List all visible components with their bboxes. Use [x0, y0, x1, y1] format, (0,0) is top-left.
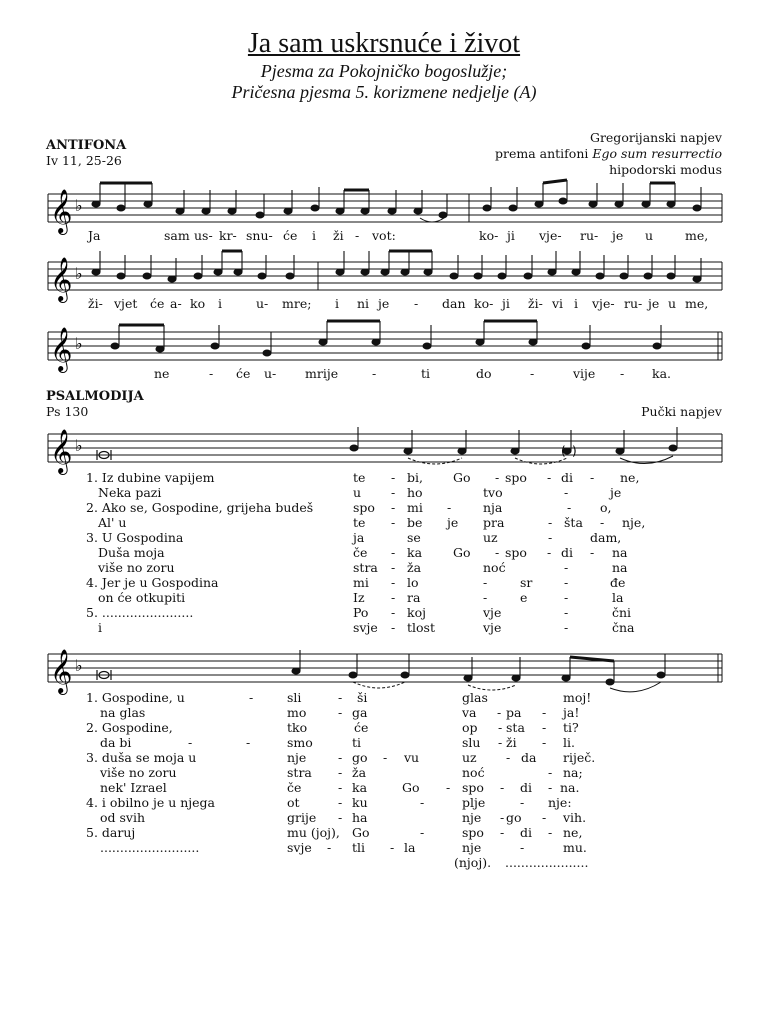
psalm-syllable: tko: [287, 720, 308, 735]
psalm-syllable: svje: [287, 840, 312, 855]
psalm-syllable: ra: [407, 590, 421, 605]
attribution-italic: Ego sum resurrectio: [592, 146, 722, 161]
psalm-verse-lead: Al' u: [98, 515, 127, 530]
psalm-syllable: -: [520, 840, 525, 855]
psalm-verse-lead: 1. Gospodine, u: [86, 690, 185, 705]
psalm-syllable: na;: [563, 765, 583, 780]
psalm-syllable: vje: [483, 605, 502, 620]
psalm-syllable: na: [612, 545, 628, 560]
psalm-syllable: -: [564, 560, 569, 575]
psalm-syllable: spo: [462, 825, 484, 840]
syllable: je: [648, 296, 660, 311]
syllable: ni: [357, 296, 370, 311]
psalm-syllable: Po: [353, 605, 369, 620]
psalm-syllable: -: [548, 825, 553, 840]
psalm-syllable: na.: [560, 780, 580, 795]
psalm-syllable: Go: [402, 780, 420, 795]
syllable: ži: [333, 228, 344, 243]
psalm-syllable: -: [548, 515, 553, 530]
psalm-syllable: slu: [462, 735, 481, 750]
svg-text:(: (: [561, 444, 566, 458]
antifona-lyrics-1: [0, 228, 768, 246]
syllable: -: [414, 296, 419, 311]
psalm-syllable: -: [600, 515, 605, 530]
psalm-syllable: ja: [353, 530, 365, 545]
psalm-syllable: di: [520, 780, 532, 795]
psalm-syllable: -: [391, 620, 396, 635]
psalm-verse-lead: više no zoru: [98, 560, 175, 575]
psalm-syllable: di: [561, 470, 573, 485]
psalm-syllable: -: [391, 515, 396, 530]
syllable: vje-: [592, 296, 615, 311]
psalm-syllable: te: [353, 470, 366, 485]
syllable: ti: [421, 366, 431, 381]
subtitle-1: Pjesma za Pokojničko bogoslužje;: [260, 61, 508, 81]
psalm-verse-lead: nek' Izrael: [100, 780, 167, 795]
psalm-verse-lead: Neka pazi: [98, 485, 162, 500]
psalm-syllable: ši: [357, 690, 368, 705]
psalm-syllable: riječ.: [563, 750, 596, 765]
syllable: ži-: [88, 296, 103, 311]
attribution-line-3: hipodorski modus: [609, 162, 722, 177]
syllable: ne: [154, 366, 170, 381]
psalm-syllable: smo: [287, 735, 313, 750]
psalm-syllable: -: [564, 605, 569, 620]
psalm-syllable: Go: [453, 470, 471, 485]
subtitle-2: Pričesna pjesma 5. korizmene nedjelje (A): [231, 82, 537, 102]
psalm-verse-lead: od svih: [100, 810, 146, 825]
syllable: će: [283, 228, 298, 243]
psalmodija-reference: Ps 130: [46, 404, 89, 419]
psalm-syllable: -: [498, 735, 503, 750]
psalm-syllable: ne,: [620, 470, 640, 485]
attribution-line-2: [495, 146, 722, 161]
psalm-syllable: tvo: [483, 485, 503, 500]
psalm-syllable: -: [590, 470, 595, 485]
psalm-syllable: go: [352, 750, 368, 765]
psalm-syllable: ži: [506, 735, 517, 750]
syllable: -: [530, 366, 535, 381]
antifona-reference: Iv 11, 25-26: [46, 153, 122, 168]
psalm-syllable: mi: [407, 500, 423, 515]
psalm-syllable: spo: [353, 500, 375, 515]
psalm-syllable: -: [547, 470, 552, 485]
treble-clef-icon: 𝄞: [50, 649, 73, 693]
psalm-syllable: -: [542, 735, 547, 750]
treble-clef-icon: 𝄞: [50, 257, 73, 301]
psalm-syllable: spo: [462, 780, 484, 795]
psalm-verse-lead: 1. Iz dubine vapijem: [86, 470, 215, 485]
syllable: vije: [573, 366, 596, 381]
flat-icon: ♭: [75, 436, 83, 455]
psalm-syllable: -: [391, 545, 396, 560]
psalm-syllable: -: [420, 825, 425, 840]
syllable: vot:: [372, 228, 396, 243]
psalm-syllable: spo: [505, 470, 527, 485]
psalm-syllable: glas: [462, 690, 488, 705]
syllable: i: [312, 228, 316, 243]
psalm-syllable: čni: [612, 605, 632, 620]
psalm-verse-lead: 4. Jer je u Gospodina: [86, 575, 219, 590]
psalm-syllable: ti: [352, 735, 362, 750]
syllable: mrije: [305, 366, 339, 381]
psalm-syllable: (njoj).: [454, 855, 492, 870]
syllable: ru-: [580, 228, 599, 243]
syllable: u: [668, 296, 677, 311]
psalm-syllable: -: [391, 485, 396, 500]
syllable: u: [645, 228, 654, 243]
syllable: Ja: [88, 228, 101, 243]
psalm-syllable: pra: [483, 515, 505, 530]
psalm-syllable: -: [483, 575, 488, 590]
psalm-syllable: -: [548, 765, 553, 780]
psalm-syllable: -: [547, 545, 552, 560]
psalm-syllable: -: [391, 470, 396, 485]
psalm-syllable: -: [495, 470, 500, 485]
syllable: je: [612, 228, 624, 243]
psalm-syllable: Go: [453, 545, 471, 560]
psalm-syllable: nje,: [622, 515, 646, 530]
syllable: će: [236, 366, 251, 381]
psalm-syllable: -: [497, 705, 502, 720]
syllable: je: [378, 296, 390, 311]
psalm-syllable: -: [567, 500, 572, 515]
syllable: ji: [502, 296, 510, 311]
syllable: mre;: [282, 296, 312, 311]
psalm-syllable: Go: [352, 825, 370, 840]
svg-text:): ): [572, 444, 577, 458]
psalm-syllable: -: [246, 735, 251, 750]
psalm-syllable: bi,: [407, 470, 423, 485]
psalm-syllable: ot: [287, 795, 300, 810]
psalm-syllable: di: [561, 545, 573, 560]
psalm-syllable: -: [338, 765, 343, 780]
syllable: a-: [170, 296, 182, 311]
syllable: ko: [190, 296, 206, 311]
psalm-syllable: -: [391, 605, 396, 620]
syllable: ka.: [652, 366, 672, 381]
psalm-syllable: -: [391, 575, 396, 590]
psalm-syllable: ža: [352, 765, 367, 780]
psalm-syllable: pa: [506, 705, 522, 720]
psalm-syllable: e: [520, 590, 528, 605]
psalm-syllable: -: [338, 705, 343, 720]
psalm-syllable: lo: [407, 575, 419, 590]
psalm-syllable: na: [612, 560, 628, 575]
psalm-syllable: o,: [600, 500, 612, 515]
psalm-syllable: -: [500, 825, 505, 840]
psalm-syllable: je: [447, 515, 459, 530]
treble-clef-icon: 𝄞: [50, 189, 73, 233]
psalm-verse-lead: 3. U Gospodina: [86, 530, 184, 545]
psalm-syllable: -: [188, 735, 193, 750]
flat-icon: ♭: [75, 656, 83, 675]
psalm-syllable: va: [462, 705, 477, 720]
psalm-syllable: op: [462, 720, 478, 735]
psalm-syllable: -: [338, 795, 343, 810]
psalm-syllable: la: [404, 840, 416, 855]
psalm-syllable: ho: [407, 485, 423, 500]
psalm-syllable: -: [390, 840, 395, 855]
psalm-syllable: sr: [520, 575, 533, 590]
attribution-line-1: Gregorijanski napjev: [589, 130, 722, 145]
psalm-syllable: grije: [287, 810, 317, 825]
psalm-syllable: če: [287, 780, 302, 795]
psalm-syllable: ha: [352, 810, 368, 825]
syllable: vi: [552, 296, 564, 311]
psalm-syllable: svje: [353, 620, 378, 635]
psalm-syllable: -: [564, 575, 569, 590]
treble-clef-icon: 𝄞: [50, 327, 73, 371]
psalm-syllable: la: [612, 590, 624, 605]
page-title: Ja sam uskrsnuće i život: [247, 28, 521, 59]
syllable: u-: [256, 296, 269, 311]
syllable: me,: [685, 228, 709, 243]
psalm-syllable: mu (joj),: [287, 825, 340, 840]
antifona-lyrics-2: [0, 296, 768, 314]
psalm-syllable: -: [483, 590, 488, 605]
syllable: sam: [164, 228, 190, 243]
flat-icon: ♭: [75, 264, 83, 283]
psalm-syllable: nje:: [548, 795, 572, 810]
syllable: u-: [264, 366, 277, 381]
psalm-syllable: ka: [407, 545, 423, 560]
psalm-verse-lead: 4. i obilno je u njega: [86, 795, 215, 810]
psalm-syllable: go: [506, 810, 522, 825]
syllable: ru-: [624, 296, 643, 311]
psalm-verse-lead: na glas: [100, 705, 146, 720]
psalm-syllable: -: [338, 750, 343, 765]
psalm-syllable: mu.: [563, 840, 587, 855]
psalm-syllable: vih.: [563, 810, 587, 825]
psalm-syllable: -: [564, 590, 569, 605]
psalm-syllable: nje: [287, 750, 307, 765]
syllable: me,: [685, 296, 709, 311]
psalm-syllable: -: [500, 810, 505, 825]
psalm-syllable: ja!: [563, 705, 580, 720]
syllable: vje-: [539, 228, 562, 243]
flat-icon: ♭: [75, 334, 83, 353]
flat-icon: ♭: [75, 196, 83, 215]
psalm-syllable: če: [353, 545, 368, 560]
psalm-syllable: -: [542, 810, 547, 825]
psalm-syllable: tli: [352, 840, 366, 855]
psalm-verse-lead: više no zoru: [100, 765, 177, 780]
syllable: i: [574, 296, 578, 311]
psalm-syllable: nja: [483, 500, 503, 515]
syllable: i: [335, 296, 339, 311]
psalm-verse-lead: da bi: [100, 735, 132, 750]
psalm-syllable: uz: [462, 750, 477, 765]
psalm-syllable: ka: [352, 780, 368, 795]
psalm-syllable: u: [353, 485, 362, 500]
psalm-syllable: -: [249, 690, 254, 705]
psalm-syllable: đe: [610, 575, 626, 590]
psalm-syllable: tlost: [407, 620, 435, 635]
syllable: i: [218, 296, 222, 311]
syllable: kr-: [219, 228, 237, 243]
attribution-prefix: prema antifoni: [494, 146, 593, 161]
syllable: će: [150, 296, 165, 311]
psalm-syllable: -: [498, 720, 503, 735]
psalm-syllable: -: [506, 750, 511, 765]
psalm-syllable: -: [548, 530, 553, 545]
psalm-syllable: čna: [612, 620, 635, 635]
psalm-syllable: -: [500, 780, 505, 795]
psalm-syllable: sta: [506, 720, 525, 735]
psalm-syllable: -: [383, 750, 388, 765]
syllable: us-: [194, 228, 213, 243]
psalm-syllable: mo: [287, 705, 307, 720]
psalm-syllable: -: [338, 810, 343, 825]
psalm-syllable: noć: [483, 560, 506, 575]
psalm-verse-lead: 2. Gospodine,: [86, 720, 173, 735]
psalm-syllable: ne,: [563, 825, 583, 840]
antifona-label: ANTIFONA: [46, 138, 127, 153]
psalm-verse-lead: 5. daruj: [86, 825, 136, 840]
psalm-syllable: be: [407, 515, 423, 530]
syllable: ko-: [479, 228, 499, 243]
psalm-syllable: -: [564, 620, 569, 635]
psalm-syllable: .....................: [505, 855, 589, 870]
psalm-syllable: -: [564, 485, 569, 500]
psalm-syllable: -: [391, 500, 396, 515]
psalm-verse-lead: Duša moja: [98, 545, 165, 560]
psalmodija-attribution: Pučki napjev: [641, 404, 722, 419]
psalm-syllable: ga: [352, 705, 368, 720]
psalm-syllable: li.: [563, 735, 575, 750]
psalm-verse-lead: 5. .......................: [86, 605, 194, 620]
psalm-syllable: -: [338, 780, 343, 795]
syllable: -: [355, 228, 360, 243]
syllable: do: [476, 366, 492, 381]
psalm-syllable: Iz: [353, 590, 365, 605]
psalm-syllable: mi: [353, 575, 369, 590]
psalm-syllable: vje: [483, 620, 502, 635]
syllable: ko-: [474, 296, 494, 311]
psalm-syllable: -: [548, 780, 553, 795]
psalm-syllable: vu: [404, 750, 420, 765]
psalm-syllable: da: [521, 750, 537, 765]
psalm-syllable: spo: [505, 545, 527, 560]
syllable: -: [620, 366, 625, 381]
psalm-syllable: -: [420, 795, 425, 810]
psalm-syllable: stra: [353, 560, 378, 575]
psalm-syllable: -: [446, 780, 451, 795]
psalm-syllable: di: [520, 825, 532, 840]
psalm-verse-lead: 3. duša se moja u: [86, 750, 197, 765]
psalm-verse-lead: 2. Ako se, Gospodine, grijeha budeš: [86, 500, 314, 515]
syllable: -: [209, 366, 214, 381]
psalm-syllable: ku: [352, 795, 368, 810]
psalmodija-label: PSALMODIJA: [46, 389, 144, 404]
psalm-syllable: će: [354, 720, 369, 735]
psalm-syllable: stra: [287, 765, 312, 780]
psalm-syllable: -: [542, 720, 547, 735]
psalm-verse-lead: i: [98, 620, 102, 635]
syllable: -: [372, 366, 377, 381]
psalm-syllable: -: [495, 545, 500, 560]
psalm-syllable: -: [520, 795, 525, 810]
psalm-syllable: nje: [462, 810, 482, 825]
psalm-syllable: dam,: [590, 530, 622, 545]
psalm-syllable: -: [542, 705, 547, 720]
psalm-syllable: je: [610, 485, 622, 500]
psalm-syllable: -: [447, 500, 452, 515]
antifona-lyrics-3: [0, 366, 768, 384]
psalm-syllable: -: [391, 590, 396, 605]
psalm-syllable: koj: [407, 605, 426, 620]
psalm-syllable: moj!: [563, 690, 592, 705]
syllable: vjet: [114, 296, 138, 311]
psalm-syllable: noć: [462, 765, 485, 780]
psalm-verse-lead: on će otkupiti: [98, 590, 186, 605]
psalm-syllable: -: [338, 690, 343, 705]
syllable: snu-: [246, 228, 273, 243]
psalm-syllable: ža: [407, 560, 422, 575]
psalm-syllable: sli: [287, 690, 302, 705]
psalm-syllable: -: [391, 560, 396, 575]
psalm-syllable: -: [590, 545, 595, 560]
syllable: ži-: [528, 296, 543, 311]
psalm-syllable: nje: [462, 840, 482, 855]
psalm-syllable: ti?: [563, 720, 579, 735]
psalm-syllable: -: [327, 840, 332, 855]
psalm-syllable: šta: [564, 515, 583, 530]
psalm-verse-lead: .........................: [100, 840, 200, 855]
syllable: ji: [507, 228, 515, 243]
psalm-syllable: se: [407, 530, 421, 545]
psalm-syllable: plje: [462, 795, 486, 810]
psalm-syllable: te: [353, 515, 366, 530]
treble-clef-icon: 𝄞: [50, 429, 73, 473]
syllable: dan: [442, 296, 466, 311]
psalm-syllable: uz: [483, 530, 498, 545]
